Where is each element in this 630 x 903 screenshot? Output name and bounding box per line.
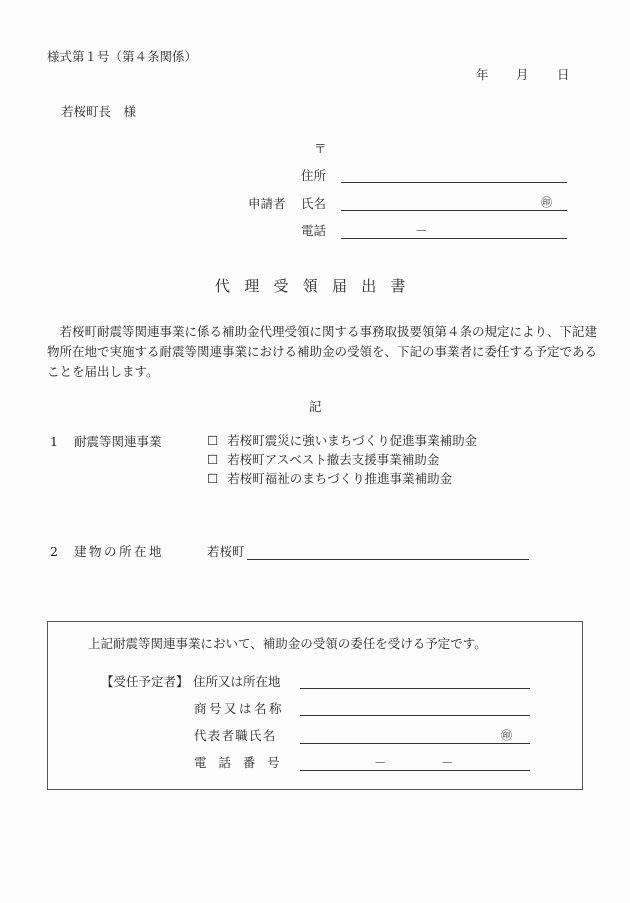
postal-mark: 〒 [314, 141, 327, 156]
applicant-phone-label: 電話 [301, 223, 327, 238]
applicant-phone-field[interactable] [341, 238, 567, 239]
date-month-label: 月 [516, 67, 529, 82]
option-label: 若桜町震災に強いまちづくり促進事業補助金 [227, 433, 478, 448]
delegate-group-label: 【受任予定者】 [101, 674, 189, 689]
form-number: 様式第１号（第４条関係） [47, 49, 198, 64]
delegate-company-field[interactable] [300, 715, 530, 716]
applicant-name-field[interactable] [341, 210, 567, 211]
option-welfare[interactable] [207, 473, 452, 486]
delegate-statement: 上記耐震等関連事業において、補助金の受領の委任を受ける予定です。 [88, 636, 487, 651]
addressee: 若桜町長 様 [61, 104, 137, 119]
item2-number: 2 [50, 544, 58, 559]
item2-label: 建物の所在地 [74, 544, 165, 559]
applicant-address-field[interactable] [341, 182, 567, 183]
option-earthquake[interactable] [207, 435, 477, 448]
applicant-group-label: 申請者 [248, 196, 286, 211]
date-day-label: 日 [557, 67, 570, 82]
phone-dash: － [441, 755, 454, 770]
document-body: 若桜町耐震等関連事業に係る補助金代理受領に関する事務取扱要領第４条の規定により、下記建物所在地で実施する耐震等関連事業における補助金の受領を、下記の事業者に委任する予定であることを届出します。 [47, 324, 598, 379]
option-label: 若桜町福祉のまちづくり推進事業補助金 [227, 471, 453, 486]
option-asbestos[interactable] [207, 454, 439, 467]
delegate-address-label: 住所又は所在地 [193, 674, 281, 689]
checkbox-icon[interactable]: ☐ [207, 471, 219, 486]
seal-icon: ㊞ [501, 729, 512, 742]
delegate-representative-field[interactable] [300, 743, 530, 744]
delegate-phone-field[interactable] [300, 770, 530, 771]
checkbox-icon[interactable]: ☐ [207, 433, 219, 448]
option-label: 若桜町アスベスト撤去支援事業補助金 [227, 452, 440, 467]
item1-label: 耐震等関連事業 [74, 434, 162, 449]
ki-label: 記 [309, 399, 322, 414]
building-location-field[interactable] [247, 559, 529, 560]
phone-dash: － [374, 755, 387, 770]
building-location-prefix: 若桜町 [207, 544, 245, 559]
item1-number: 1 [50, 434, 58, 449]
checkbox-icon[interactable]: ☐ [207, 452, 219, 467]
delegate-phone-label: 電話番号 [194, 755, 292, 770]
seal-icon: ㊞ [541, 196, 552, 209]
applicant-address-label: 住所 [301, 168, 327, 183]
delegate-representative-label: 代表者職氏名 [194, 728, 277, 743]
document-title: 代理受領届出書 [215, 277, 420, 295]
delegate-address-field[interactable] [300, 688, 530, 689]
applicant-name-label: 氏名 [301, 196, 327, 211]
delegate-company-label: 商号又は名称 [194, 701, 285, 716]
phone-dash: － [415, 223, 428, 238]
date-year-label: 年 [476, 67, 489, 82]
